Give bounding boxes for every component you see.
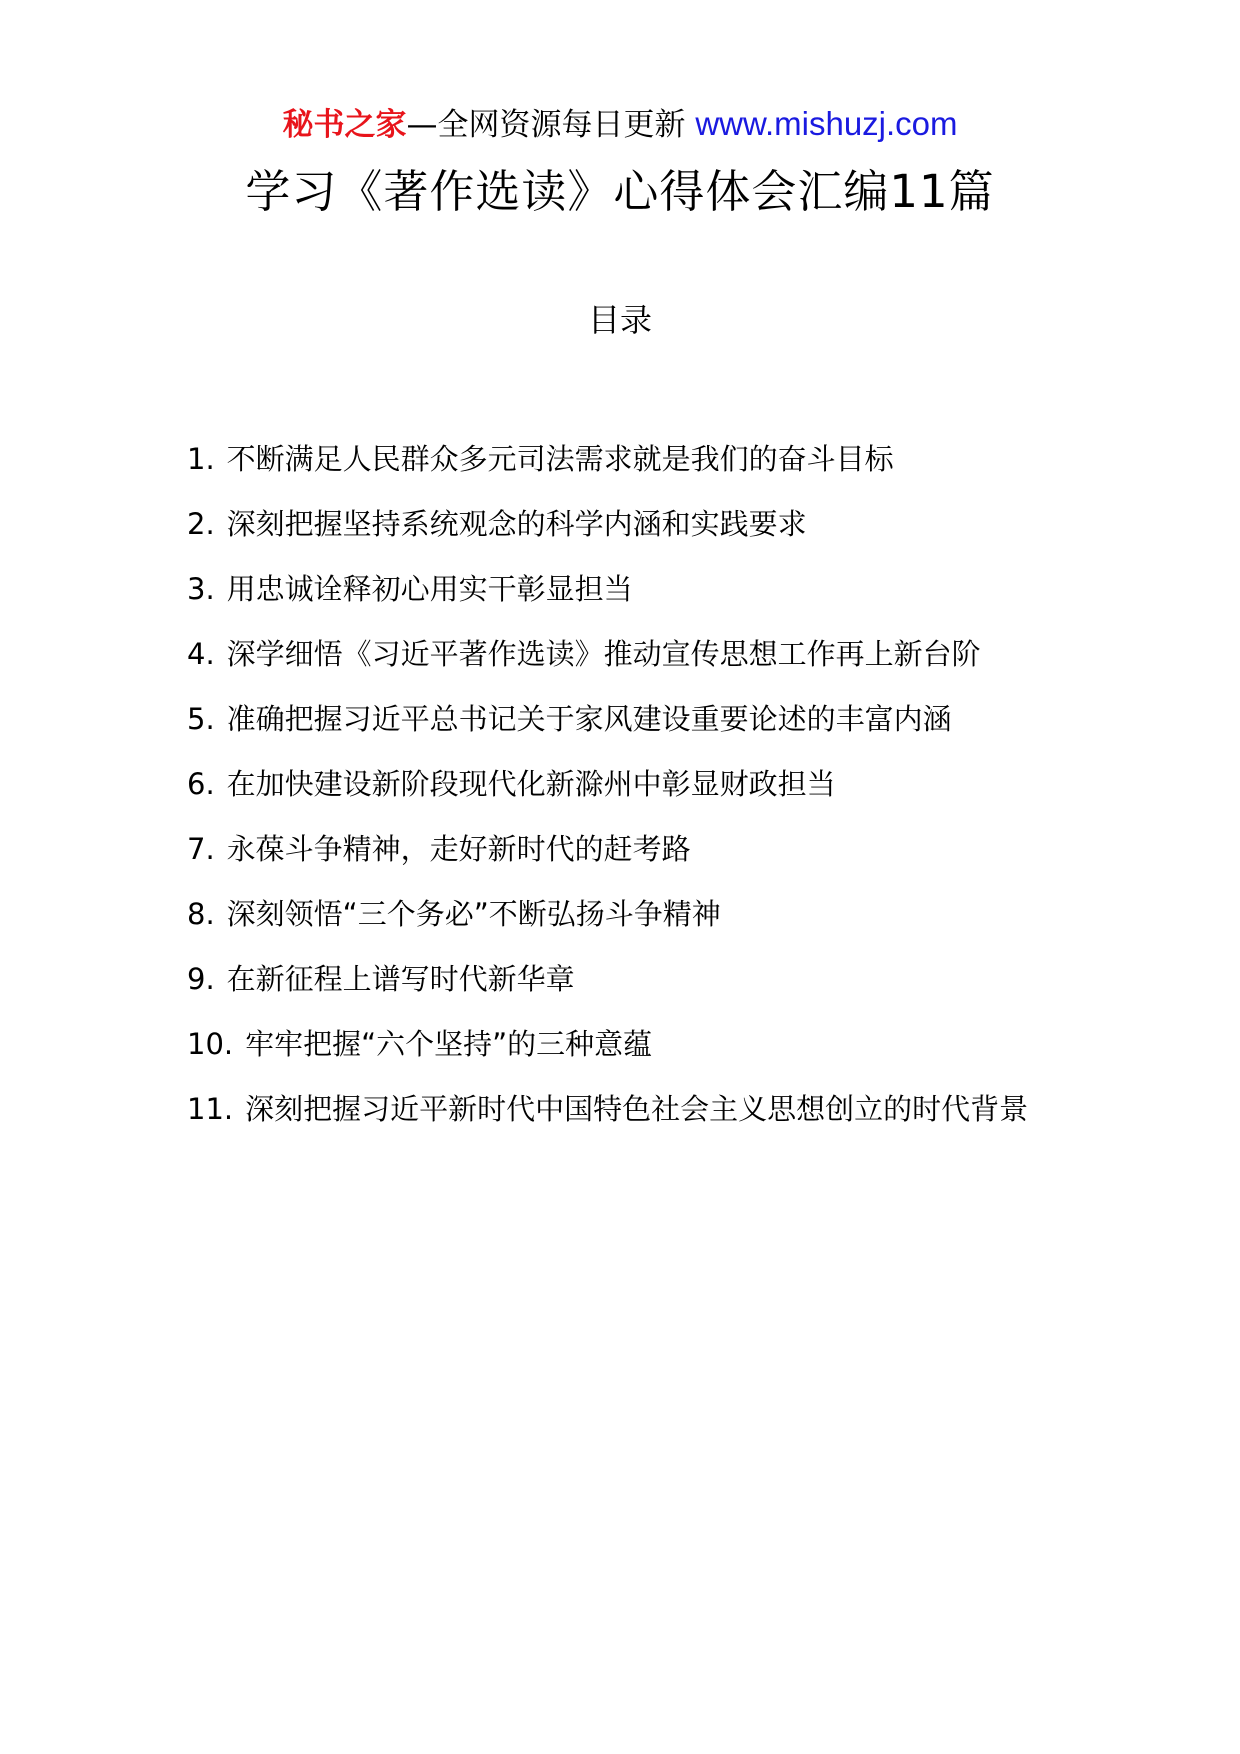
toc-item-text: 深刻把握习近平新时代中国特色社会主义思想创立的时代背景	[245, 1092, 1029, 1126]
table-of-contents	[187, 427, 1057, 1207]
header-tagline: —全网资源每日更新	[406, 107, 696, 143]
toc-number: 11.	[187, 1092, 234, 1126]
toc-item-7	[187, 817, 1057, 882]
toc-number: 1.	[187, 442, 215, 476]
toc-number: 9.	[187, 962, 215, 996]
toc-item-text: 在加快建设新阶段现代化新滁州中彰显财政担当	[226, 767, 836, 801]
toc-item-text: 在新征程上谱写时代新华章	[226, 962, 575, 996]
toc-item-text: 不断满足人民群众多元司法需求就是我们的奋斗目标	[226, 442, 894, 476]
toc-item-text: 牢牢把握“六个坚持”的三种意蕴	[245, 1027, 653, 1061]
toc-item-4	[187, 622, 1057, 687]
toc-item-2	[187, 492, 1057, 557]
toc-item-text: 深刻把握坚持系统观念的科学内涵和实践要求	[226, 507, 807, 541]
toc-item-6	[187, 752, 1057, 817]
toc-number: 6.	[187, 767, 215, 801]
toc-item-9	[187, 947, 1057, 1012]
toc-number: 10.	[187, 1027, 234, 1061]
toc-item-text: 深刻领悟“三个务必”不断弘扬斗争精神	[226, 897, 721, 931]
toc-number: 3.	[187, 572, 215, 606]
toc-number: 4.	[187, 637, 215, 671]
brand-name: 秘书之家	[282, 107, 407, 143]
toc-item-11	[187, 1077, 1057, 1207]
toc-number: 5.	[187, 702, 215, 736]
toc-item-1	[187, 427, 1057, 492]
toc-item-text: 深学细悟《习近平著作选读》推动宣传思想工作再上新台阶	[226, 637, 981, 671]
toc-number: 7.	[187, 832, 215, 866]
site-url-link[interactable]: www.mishuzj.com	[695, 105, 958, 142]
toc-number: 8.	[187, 897, 215, 931]
toc-item-text: 永葆斗争精神，走好新时代的赶考路	[226, 832, 691, 866]
toc-item-3	[187, 557, 1057, 622]
toc-number: 2.	[187, 507, 215, 541]
site-header	[0, 102, 1240, 147]
document-title: 学习《著作选读》心得体会汇编11篇	[245, 165, 995, 218]
toc-item-text: 准确把握习近平总书记关于家风建设重要论述的丰富内涵	[226, 702, 952, 736]
toc-item-text: 用忠诚诠释初心用实干彰显担当	[226, 572, 633, 606]
toc-item-10	[187, 1012, 1057, 1077]
toc-item-8	[187, 882, 1057, 947]
toc-heading: 目录	[587, 301, 652, 339]
toc-item-5	[187, 687, 1057, 752]
